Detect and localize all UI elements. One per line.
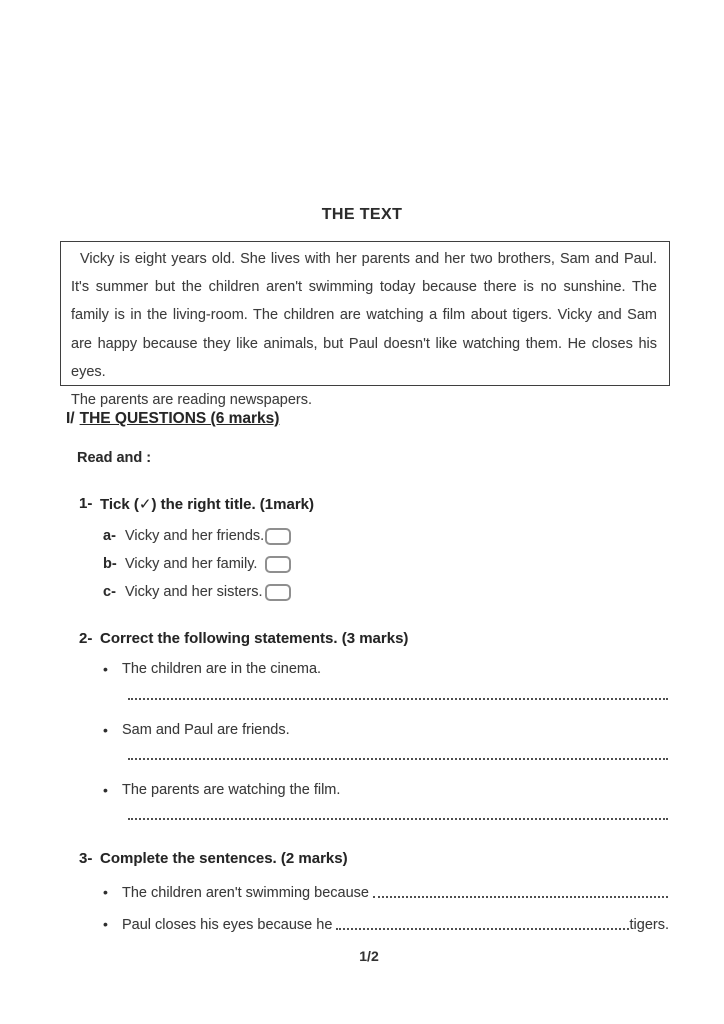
bullet-icon: • — [103, 782, 108, 798]
answer-fill-2[interactable] — [336, 928, 628, 930]
statement-1 — [103, 661, 321, 677]
answer-line-2[interactable] — [128, 750, 668, 760]
option-c-label: c- — [103, 584, 116, 600]
option-c-text: Vicky and her sisters. — [125, 584, 263, 600]
bullet-icon: • — [103, 722, 108, 738]
section-number: I/ — [66, 410, 75, 427]
question-3-number: 3- — [79, 850, 93, 867]
sentence-1-before: The children aren't swimming because — [122, 885, 369, 901]
reading-text-box — [60, 241, 670, 409]
option-b-label: b- — [103, 556, 117, 572]
question-1-title: Tick (✓) the right title. (1mark) — [100, 496, 314, 513]
complete-sentence-1 — [103, 884, 669, 901]
bullet-icon: • — [103, 884, 108, 900]
page-number: 1/2 — [359, 948, 379, 964]
section-title: THE QUESTIONS (6 marks) — [79, 410, 280, 427]
sentence-2-before: Paul closes his eyes because he — [122, 917, 333, 933]
answer-line-1[interactable] — [128, 690, 668, 700]
page-title: THE TEXT — [321, 206, 403, 223]
option-b-text: Vicky and her family. — [125, 556, 258, 572]
title-option-a — [103, 522, 291, 550]
sentence-2-after: tigers. — [629, 917, 669, 933]
read-instruction: Read and : — [77, 450, 152, 466]
questions-section-heading — [66, 410, 279, 428]
option-a-label: a- — [103, 528, 116, 544]
statement-3 — [103, 782, 340, 798]
statement-1-text: The children are in the cinema. — [122, 661, 322, 677]
bullet-icon: • — [103, 916, 108, 932]
question-2-number: 2- — [79, 630, 93, 647]
statement-2-text: Sam and Paul are friends. — [122, 722, 290, 738]
bullet-icon: • — [103, 661, 108, 677]
question-3-heading — [79, 850, 348, 867]
title-option-c — [103, 578, 291, 606]
option-a-checkbox[interactable] — [265, 528, 291, 545]
statement-3-text: The parents are watching the film. — [122, 782, 341, 798]
question-3-title: Complete the sentences. (2 marks) — [100, 850, 348, 867]
statement-2 — [103, 722, 290, 738]
reading-paragraph: Vicky is eight years old. She lives with her parents and her two brothers, Sam and Paul. It's summer but the children aren't swimming today because there is no sunshine. The family is in the living-room. The children are watching a film about tigers. Vicky and Sam are happy because they like animals, but Paul doesn't like watching them. He closes his eyes. — [71, 251, 657, 380]
answer-line-3[interactable] — [128, 810, 668, 820]
title-options-list — [103, 522, 291, 606]
title-option-b — [103, 550, 291, 578]
option-a-text: Vicky and her friends. — [125, 528, 265, 544]
question-2-heading — [79, 630, 408, 647]
question-2-title: Correct the following statements. (3 marks) — [100, 630, 409, 647]
option-b-checkbox[interactable] — [265, 556, 291, 573]
option-c-checkbox[interactable] — [265, 584, 291, 601]
complete-sentence-2 — [103, 916, 669, 933]
answer-fill-1[interactable] — [373, 896, 668, 898]
question-1-number: 1- — [79, 495, 93, 512]
reading-last-line: The parents are reading newspapers. — [71, 392, 313, 409]
question-1-heading — [79, 495, 314, 513]
